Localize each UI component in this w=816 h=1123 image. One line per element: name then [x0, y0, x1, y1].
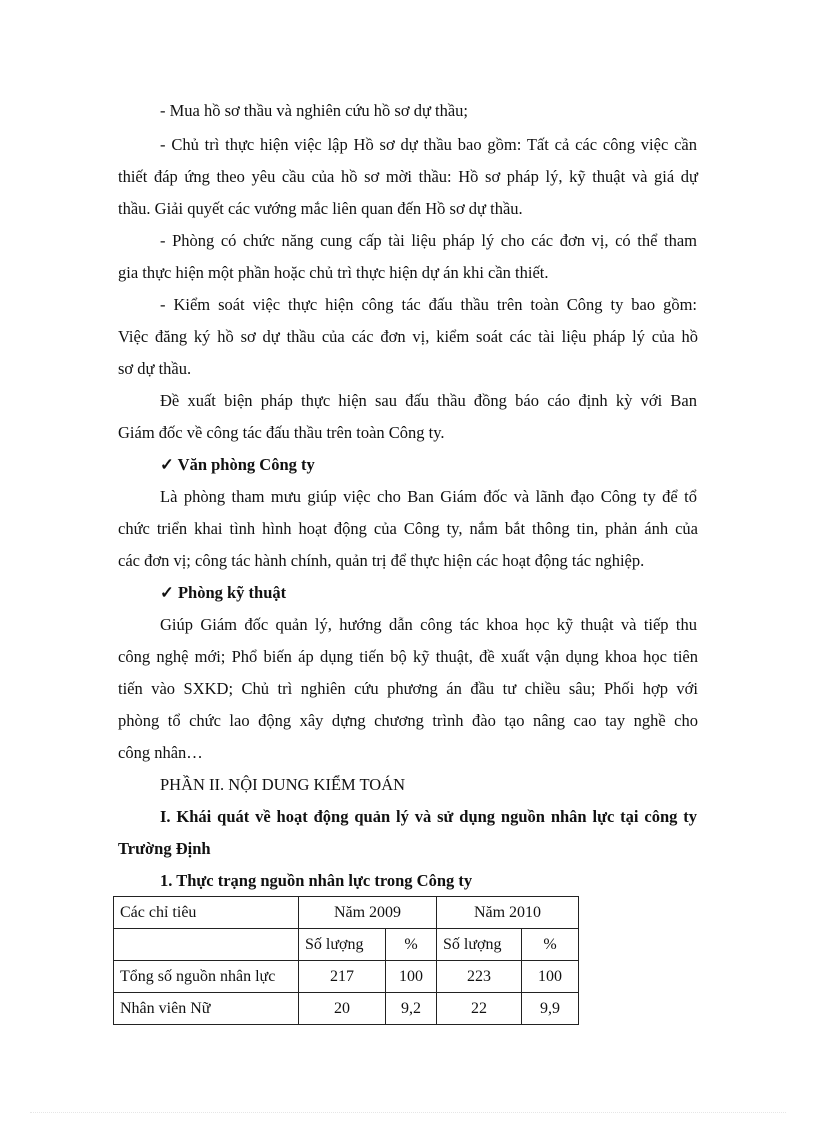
paragraph-line: tiến vào SXKD; Chủ trì nghiên cứu phương án đầu tư chiều sâu; Phối hợp với [118, 679, 698, 698]
table-cell: 22 [437, 993, 522, 1025]
paragraph-line: - Phòng có chức năng cung cấp tài liệu pháp lý cho các đơn vị, có thể tham [160, 231, 697, 250]
table-row [114, 993, 579, 1025]
paragraph-line: thầu. Giải quyết các vướng mắc liên quan đến Hồ sơ dự thầu. [118, 199, 523, 218]
subsection-heading: 1. Thực trạng nguồn nhân lực trong Công ty [160, 871, 473, 890]
table-cell: Tổng số nguồn nhân lực [114, 961, 299, 993]
paragraph-line: Đề xuất biện pháp thực hiện sau đấu thầu đồng báo cáo định kỳ với Ban [160, 391, 697, 410]
part-heading: PHẦN II. NỘI DUNG KIỂM TOÁN [160, 775, 406, 794]
paragraph-line: các đơn vị; công tác hành chính, quản trị để thực hiện các hoạt động tác nghiệp. [118, 551, 645, 570]
section-heading-phong-ky-thuat: ✓ Phòng kỹ thuật [160, 583, 287, 602]
section-heading: Trường Định [118, 839, 211, 858]
table-row [114, 929, 579, 961]
paragraph-line: công nhân… [118, 743, 203, 762]
section-heading: I. Khái quát về hoạt động quản lý và sử dụng nguồn nhân lực tại công ty [160, 807, 697, 826]
page-bottom-rule [30, 1112, 786, 1113]
paragraph-line: gia thực hiện một phần hoặc chủ trì thực hiện dự án khi cần thiết. [118, 263, 549, 282]
paragraph-line: chức triển khai tình hình hoạt động của Công ty, nắm bắt thông tin, phản ánh của [118, 519, 698, 538]
table-header-cell: % [522, 929, 579, 961]
paragraph-line: - Chủ trì thực hiện việc lập Hồ sơ dự thầu bao gồm: Tất cả các công việc cần [160, 135, 697, 154]
table-row [114, 961, 579, 993]
paragraph-line: Việc đăng ký hồ sơ dự thầu của các đơn vị, kiểm soát các tài liệu pháp lý của hồ [118, 327, 698, 346]
paragraph-line: Giúp Giám đốc quản lý, hướng dẫn công tác khoa học kỹ thuật và tiếp thu [160, 615, 697, 634]
paragraph-line: Là phòng tham mưu giúp việc cho Ban Giám đốc và lãnh đạo Công ty để tổ [160, 487, 697, 506]
section-heading-van-phong: ✓ Văn phòng Công ty [160, 455, 315, 474]
paragraph-line: công nghệ mới; Phổ biến áp dụng tiến bộ kỹ thuật, đề xuất vận dụng khoa học tiên [118, 647, 698, 666]
table-header-cell: Các chỉ tiêu [114, 897, 299, 929]
table-header-cell: Năm 2009 [299, 897, 437, 929]
paragraph-line: Giám đốc về công tác đấu thầu trên toàn Công ty. [118, 423, 445, 442]
staff-table [113, 896, 579, 1025]
table-header-cell: Năm 2010 [437, 897, 579, 929]
table-header-cell: % [386, 929, 437, 961]
table-cell [114, 929, 299, 961]
paragraph-line: sơ dự thầu. [118, 359, 192, 378]
paragraph-line: thiết đáp ứng theo yêu cầu của hồ sơ mời thầu: Hồ sơ pháp lý, kỹ thuật và giá dự [118, 167, 698, 186]
table-cell: 9,2 [386, 993, 437, 1025]
paragraph-line: - Mua hồ sơ thầu và nghiên cứu hồ sơ dự thầu; [160, 101, 468, 120]
table-cell: 9,9 [522, 993, 579, 1025]
paragraph-line: phòng tổ chức lao động xây dựng chương trình đào tạo nâng cao tay nghề cho [118, 711, 698, 730]
table-cell: 20 [299, 993, 386, 1025]
table-header-cell: Số lượng [299, 929, 386, 961]
table-row [114, 897, 579, 929]
table-header-cell: Số lượng [437, 929, 522, 961]
paragraph-line: - Kiểm soát việc thực hiện công tác đấu thầu trên toàn Công ty bao gồm: [160, 295, 697, 314]
table-cell: 100 [522, 961, 579, 993]
table-cell: 223 [437, 961, 522, 993]
table-cell: 100 [386, 961, 437, 993]
table-cell: 217 [299, 961, 386, 993]
table-cell: Nhân viên Nữ [114, 993, 299, 1025]
